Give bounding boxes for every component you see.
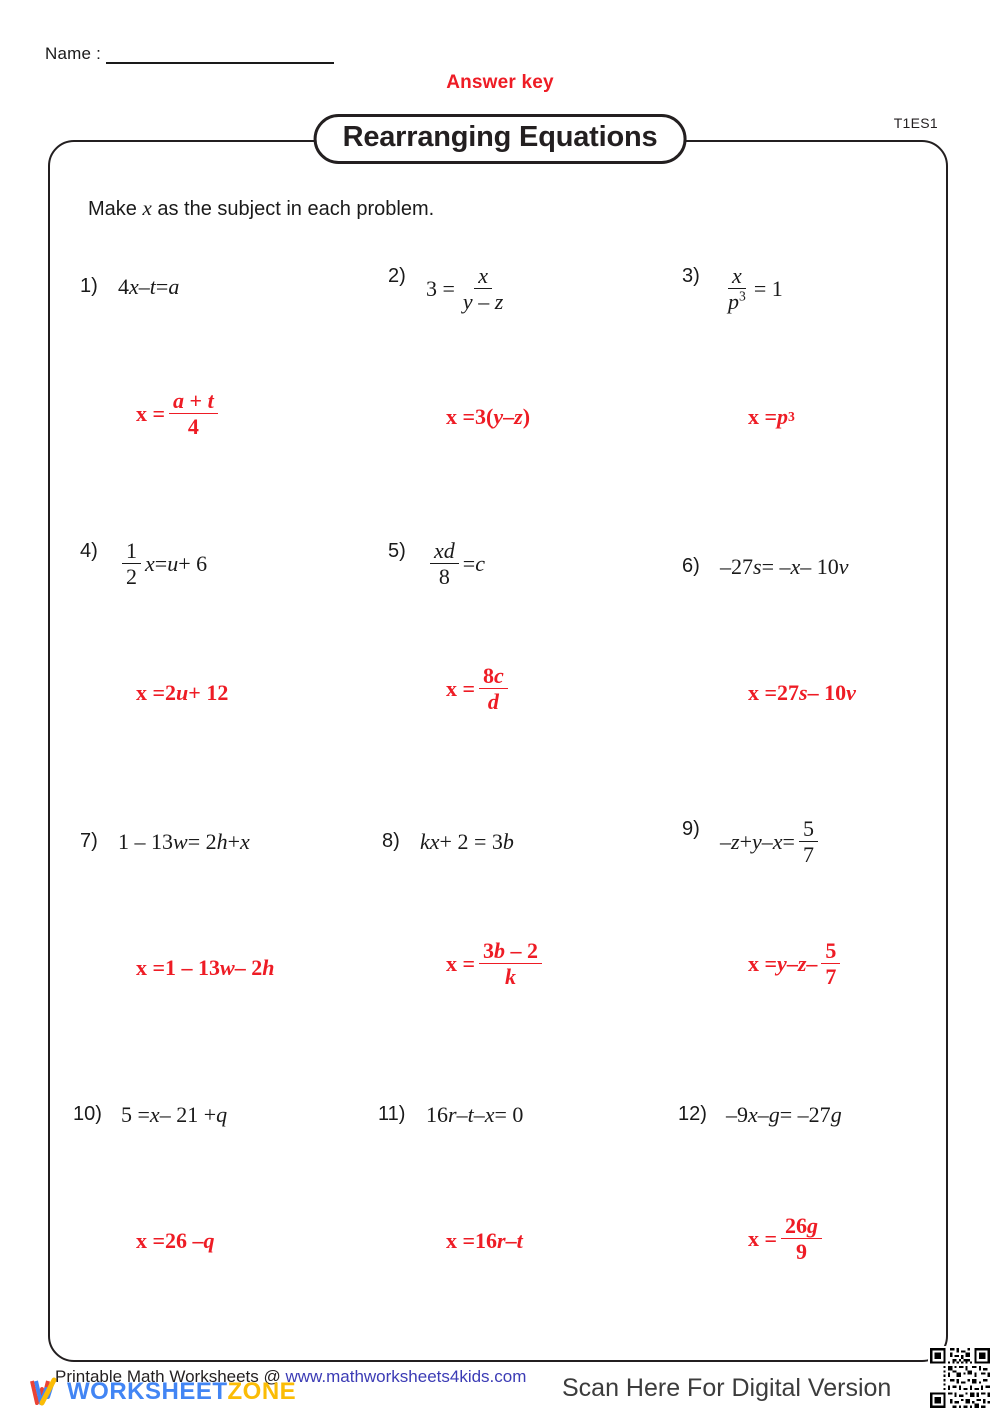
answer-token: h	[262, 955, 275, 980]
answer-token: z	[797, 951, 807, 977]
answer-token: b	[494, 938, 506, 963]
answer-token: x =	[748, 680, 778, 705]
worksheetzone-mark-icon	[30, 1377, 64, 1407]
answer-token: r	[497, 1228, 506, 1253]
worksheet-zone-wordmark	[67, 1380, 296, 1404]
answer-token: 2	[165, 680, 177, 705]
problem-4	[80, 540, 207, 589]
problem-7	[80, 830, 250, 854]
fraction-numerator	[474, 265, 492, 289]
sheet-code-label: T1ES1	[890, 115, 942, 131]
fraction-numerator: 5	[799, 818, 818, 842]
answer-12	[748, 1215, 826, 1264]
expr-token: x	[145, 551, 155, 577]
fraction-denominator	[501, 964, 520, 988]
expr-token: = 1	[753, 276, 783, 302]
expr-token: 4	[118, 274, 129, 299]
answer-token: + 12	[188, 680, 229, 705]
expr-token: +	[739, 829, 752, 855]
expr-token: =	[154, 551, 168, 577]
fraction-denominator	[724, 289, 750, 313]
problem-9	[682, 818, 822, 867]
expr-token: a	[168, 274, 180, 299]
expr-token: –	[720, 829, 731, 855]
answer-1	[136, 390, 222, 439]
answer-token: s	[799, 680, 808, 705]
answer-5	[446, 665, 512, 714]
problem-number: 6)	[682, 555, 700, 577]
fraction	[459, 265, 507, 314]
answer-token: x =	[446, 1228, 476, 1253]
answer-token: –	[505, 1228, 517, 1253]
expr-token: c	[475, 551, 485, 577]
fraction	[430, 540, 459, 589]
expr-token: x	[149, 1102, 160, 1127]
expr-token: x	[240, 829, 250, 854]
logo-word-zone: ZONE	[227, 1378, 297, 1405]
answer-token: x =	[446, 676, 476, 702]
fraction-numerator: 5	[821, 940, 840, 964]
answer-token: x =	[446, 404, 476, 429]
expr-token: –	[761, 829, 773, 855]
answer-token: u	[176, 680, 189, 705]
answer-token: x =	[748, 404, 778, 429]
instruction-before: Make	[88, 198, 143, 220]
answer-8	[446, 940, 546, 989]
expr-token: g	[768, 1102, 780, 1127]
answer-10	[136, 1228, 215, 1254]
problem-expression	[420, 830, 514, 854]
fraction-numerator	[169, 390, 218, 414]
answer-token: 26 –	[165, 1228, 204, 1253]
qr-code[interactable]	[928, 1346, 992, 1410]
worksheet-zone-logo[interactable]	[30, 1377, 296, 1407]
answer-token: – 10	[807, 680, 847, 705]
expr-token: =	[782, 829, 795, 855]
answer-token: w	[220, 955, 235, 980]
expr-token: 3 =	[426, 276, 455, 302]
answer-token: 16	[475, 1228, 498, 1253]
expr-token: +	[227, 829, 241, 854]
expr-token: = –	[761, 554, 791, 579]
problem-expression	[118, 830, 250, 854]
fraction-numerator	[728, 265, 746, 289]
problem-5	[388, 540, 485, 589]
expr-token: x	[748, 1102, 758, 1127]
fraction-denominator: 7	[802, 842, 814, 868]
problem-1	[80, 275, 179, 299]
problem-expression	[121, 1103, 227, 1127]
name-field-row	[45, 44, 334, 64]
worksheet-frame	[48, 140, 948, 1362]
expr-token: z	[731, 829, 740, 855]
answer-11	[446, 1228, 523, 1254]
problem-expression	[426, 540, 485, 589]
fraction-denominator	[484, 689, 503, 713]
expr-token: = 0	[494, 1102, 524, 1127]
name-blank-line[interactable]	[106, 45, 334, 64]
answer-token: –	[786, 951, 798, 977]
expr-token: u	[167, 551, 179, 577]
name-label: Name :	[45, 44, 101, 63]
problem-12	[678, 1103, 842, 1127]
fraction-denominator: 9	[796, 1239, 808, 1265]
expr-token: = –27	[779, 1102, 831, 1127]
problem-expression	[426, 1103, 523, 1127]
fraction-numerator	[479, 665, 508, 689]
problem-expression	[426, 265, 511, 314]
expr-token: =	[155, 274, 169, 299]
expr-token: –	[138, 274, 150, 299]
answer-token: 27	[777, 680, 800, 705]
expr-token: –	[473, 1102, 485, 1127]
problem-8	[382, 830, 514, 854]
answer-token: x =	[136, 680, 166, 705]
problem-number: 7)	[80, 830, 98, 852]
answer-token: t	[207, 388, 214, 413]
problem-number: 4)	[80, 540, 98, 562]
expr-token: h	[216, 829, 228, 854]
fraction-numerator: 1	[122, 540, 141, 564]
fraction-denominator: 2	[126, 564, 137, 590]
scan-prompt-text: Scan Here For Digital Version	[562, 1374, 892, 1402]
answer-2	[446, 404, 530, 430]
logo-word-worksheet: WORKSHEET	[67, 1378, 228, 1405]
answer-token: x =	[136, 955, 166, 980]
problem-expression	[720, 555, 849, 579]
expr-token: b	[502, 829, 514, 854]
expr-token: 16	[426, 1102, 448, 1127]
answer-token: y	[777, 951, 787, 977]
expr-token: –	[757, 1102, 769, 1127]
answer-4	[136, 680, 228, 706]
answer-token: k	[505, 964, 517, 990]
problem-number: 1)	[80, 275, 98, 297]
answer-token: 1 – 13	[165, 955, 221, 980]
footer-credit-url[interactable]: www.mathworksheets4kids.com	[285, 1367, 527, 1386]
fraction-denominator: 8	[438, 564, 450, 590]
expr-token: d	[443, 538, 455, 563]
expr-token: –	[472, 289, 495, 315]
expr-token: –9	[726, 1102, 748, 1127]
answer-key-label: Answer key	[446, 72, 554, 93]
expr-token: =	[462, 551, 476, 577]
problem-number: 2)	[388, 265, 406, 287]
answer-token: x =	[748, 1226, 778, 1252]
instruction-variable: x	[142, 196, 152, 220]
answer-token: x =	[446, 951, 476, 977]
problem-expression	[118, 275, 179, 299]
expr-token: y	[751, 829, 762, 855]
expr-token: x	[790, 554, 801, 579]
expr-token: g	[830, 1102, 842, 1127]
expr-token: x	[129, 274, 139, 299]
fraction	[724, 265, 750, 314]
expr-token: v	[838, 554, 849, 579]
answer-token: c	[494, 663, 504, 688]
expr-token: z	[494, 289, 504, 315]
problem-expression	[720, 818, 822, 867]
expr-token: + 2 = 3	[439, 829, 503, 854]
answer-token: d	[487, 689, 499, 715]
problem-3	[682, 265, 783, 314]
expr-token: x	[772, 829, 783, 855]
expr-token: = 2	[187, 829, 217, 854]
problem-number: 8)	[382, 830, 400, 852]
answer-token: v	[846, 680, 856, 705]
expr-token: –27	[720, 554, 753, 579]
answer-token: t	[516, 1228, 523, 1253]
expr-token: t	[149, 274, 156, 299]
problem-6	[682, 555, 849, 579]
answer-token: – 2	[234, 955, 263, 980]
problem-2	[388, 265, 511, 314]
answer-token: g	[807, 1213, 819, 1238]
answer-token: y	[493, 404, 504, 429]
fraction	[122, 540, 141, 589]
fraction	[169, 390, 218, 439]
answer-token: 8	[483, 663, 495, 688]
fraction	[479, 940, 542, 989]
problem-number: 3)	[682, 265, 700, 287]
problem-number: 9)	[682, 818, 700, 840]
problem-10	[73, 1103, 227, 1127]
problem-expression	[720, 265, 783, 314]
answer-6	[748, 680, 856, 706]
fraction-numerator	[430, 540, 459, 564]
expr-token: x	[478, 263, 488, 288]
answer-token: 3	[483, 938, 495, 963]
expr-token: w	[173, 829, 188, 854]
expr-token: 1 – 13	[118, 829, 173, 854]
problem-expression	[726, 1103, 842, 1127]
instruction-after: as the subject in each problem.	[151, 198, 435, 220]
answer-9	[748, 940, 844, 989]
expr-token: q	[216, 1102, 228, 1127]
problem-number: 11)	[378, 1103, 406, 1125]
answer-token: q	[203, 1228, 215, 1253]
answer-token: z	[514, 404, 523, 429]
answer-token: x =	[136, 1228, 166, 1253]
expr-token: t	[467, 1102, 474, 1127]
exponent: 3	[739, 289, 746, 305]
problem-number: 5)	[388, 540, 406, 562]
fraction	[799, 818, 818, 867]
fraction	[821, 940, 840, 989]
problem-expression	[118, 540, 207, 589]
expr-token: –	[456, 1102, 468, 1127]
expr-token: p	[728, 289, 739, 315]
answer-token: a	[173, 388, 185, 413]
answer-token: p	[777, 404, 789, 429]
expr-token: + 6	[178, 551, 208, 577]
answer-7	[136, 955, 274, 981]
answer-token: –	[503, 404, 515, 429]
fraction-denominator: 4	[187, 414, 199, 440]
answer-3: x = p 3	[748, 404, 795, 429]
answer-token: +	[184, 388, 208, 413]
footer-credit-prefix: Printable Math Worksheets @	[55, 1367, 286, 1386]
expr-token: 5 =	[121, 1102, 150, 1127]
instruction-text	[88, 196, 434, 221]
problem-number: 10)	[73, 1103, 102, 1125]
expr-token: s	[753, 554, 762, 579]
expr-token: x	[434, 538, 444, 563]
expr-token: x	[484, 1102, 495, 1127]
fraction	[479, 665, 508, 714]
problem-number: 12)	[678, 1103, 707, 1125]
answer-token: 26	[785, 1213, 808, 1238]
expr-token: y	[462, 289, 473, 315]
fraction-denominator	[459, 289, 507, 313]
fraction-denominator: 7	[825, 964, 837, 990]
problem-11	[378, 1103, 523, 1127]
answer-token: )	[522, 404, 531, 429]
answer-token: – 2	[505, 938, 539, 963]
expr-token: r	[448, 1102, 457, 1127]
expr-token: x	[429, 829, 440, 854]
expr-token: k	[420, 829, 430, 854]
fraction	[781, 1215, 822, 1264]
answer-token: x =	[748, 951, 778, 977]
answer-token: 3(	[475, 404, 494, 429]
page-title: Rearranging Equations	[314, 114, 687, 164]
answer-token: –	[806, 951, 818, 977]
expr-token: – 10	[800, 554, 839, 579]
answer-token: x =	[136, 401, 166, 427]
expr-token: x	[732, 263, 742, 288]
fraction-numerator	[781, 1215, 822, 1239]
fraction-numerator	[479, 940, 542, 964]
expr-token: – 21 +	[159, 1102, 217, 1127]
